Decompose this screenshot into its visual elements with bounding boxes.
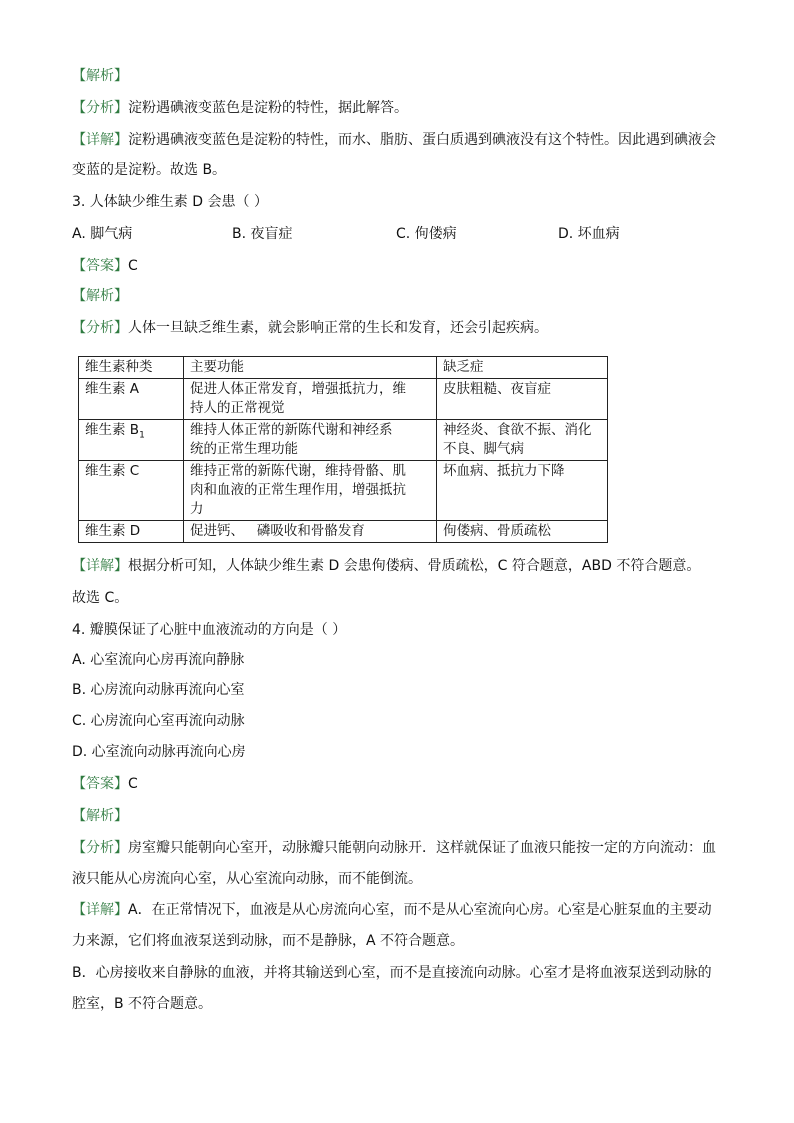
table-row	[79, 420, 608, 461]
q3-option-d: D. 坏血病	[558, 226, 620, 242]
q4-fenxi-continued: 液只能从心房流向心室，从心室流向动脉，而不能倒流。	[72, 871, 422, 887]
q4-answer: 【答案】C	[72, 776, 138, 792]
question-3-stem: 3. 人体缺少维生素 D 会患（ ）	[72, 194, 268, 210]
vitamin-name: 维生素 A	[79, 379, 184, 420]
q4-analysis-heading: 【解析】	[72, 808, 128, 824]
q3-option-c: C. 佝偻病	[396, 226, 457, 242]
detail-note: 【详解】淀粉遇碘液变蓝色是淀粉的特性，而水、脂肪、蛋白质遇到碘液没有这个特性。因此遇到碘液会	[72, 132, 716, 148]
table-header: 主要功能	[184, 357, 437, 379]
q3-detail: 【详解】根据分析可知，人体缺少维生素 D 会患佝偻病、骨质疏松，C 符合题意，ABD 不符合题意。	[72, 558, 701, 574]
question-4-stem: 4. 瓣膜保证了心脏中血液流动的方向是（ ）	[72, 622, 347, 638]
q3-analysis-heading: 【解析】	[72, 288, 128, 304]
table-header: 缺乏症	[437, 357, 608, 379]
vitamin-deficiency: 皮肤粗糙、夜盲症	[437, 379, 608, 420]
vitamin-name: 维生素 C	[79, 461, 184, 521]
vitamin-deficiency: 佝偻病、骨质疏松	[437, 521, 608, 543]
q4-fenxi: 【分析】房室瓣只能朝向心室开，动脉瓣只能朝向动脉开．这样就保证了血液只能按一定的方向流动：血	[72, 840, 716, 856]
q4-option-b-explanation-continued: 腔室，B 不符合题意。	[72, 996, 213, 1012]
analysis-heading: 【解析】	[72, 68, 128, 84]
table-row	[79, 379, 608, 420]
q3-option-b: B. 夜盲症	[232, 226, 293, 242]
vitamin-function: 促进人体正常发育，增强抵抗力，维 持人的正常视觉	[184, 379, 437, 420]
table-header: 维生素种类	[79, 357, 184, 379]
detail-note-continued: 变蓝的是淀粉。故选 B。	[72, 162, 227, 178]
vitamin-name: 维生素 $B_1$	[79, 420, 184, 461]
q4-option-d: D. 心室流向动脉再流向心房	[72, 744, 246, 760]
table-row	[79, 521, 608, 543]
analysis-note: 【分析】淀粉遇碘液变蓝色是淀粉的特性，据此解答。	[72, 100, 408, 116]
vitamin-function: 促进钙、 磷吸收和骨骼发育	[184, 521, 437, 543]
q4-option-c: C. 心房流向心室再流向动脉	[72, 713, 245, 729]
vitamin-function: 维持人体正常的新陈代谢和神经系 统的正常生理功能	[184, 420, 437, 461]
vitamin-deficiency: 坏血病、抵抗力下降	[437, 461, 608, 521]
q3-answer: 【答案】C	[72, 258, 138, 274]
q4-option-a: A. 心室流向心房再流向静脉	[72, 652, 245, 668]
vitamin-table	[78, 356, 608, 543]
q4-option-b: B. 心房流向动脉再流向心室	[72, 682, 245, 698]
table-header-row	[79, 357, 608, 379]
q4-detail-continued: 力来源，它们将血液泵送到动脉，而不是静脉，A 不符合题意。	[72, 933, 465, 949]
vitamin-deficiency: 神经炎、食欲不振、消化 不良、脚气病	[437, 420, 608, 461]
vitamin-function: 维持正常的新陈代谢，维持骨骼、肌 肉和血液的正常生理作用，增强抵抗 力	[184, 461, 437, 521]
q4-detail: 【详解】A．在正常情况下，血液是从心房流向心室，而不是从心室流向心房。心室是心脏泵血的主要动	[72, 902, 712, 918]
q3-fenxi: 【分析】人体一旦缺乏维生素，就会影响正常的生长和发育，还会引起疾病。	[72, 320, 548, 336]
q4-option-b-explanation: B．心房接收来自静脉的血液，并将其输送到心室，而不是直接流向动脉。心室才是将血液泵送到动脉的	[72, 965, 712, 981]
vitamin-name: 维生素 D	[79, 521, 184, 543]
table-row	[79, 461, 608, 521]
q3-conclusion: 故选 C。	[72, 590, 129, 606]
q3-option-a: A. 脚气病	[72, 226, 133, 242]
